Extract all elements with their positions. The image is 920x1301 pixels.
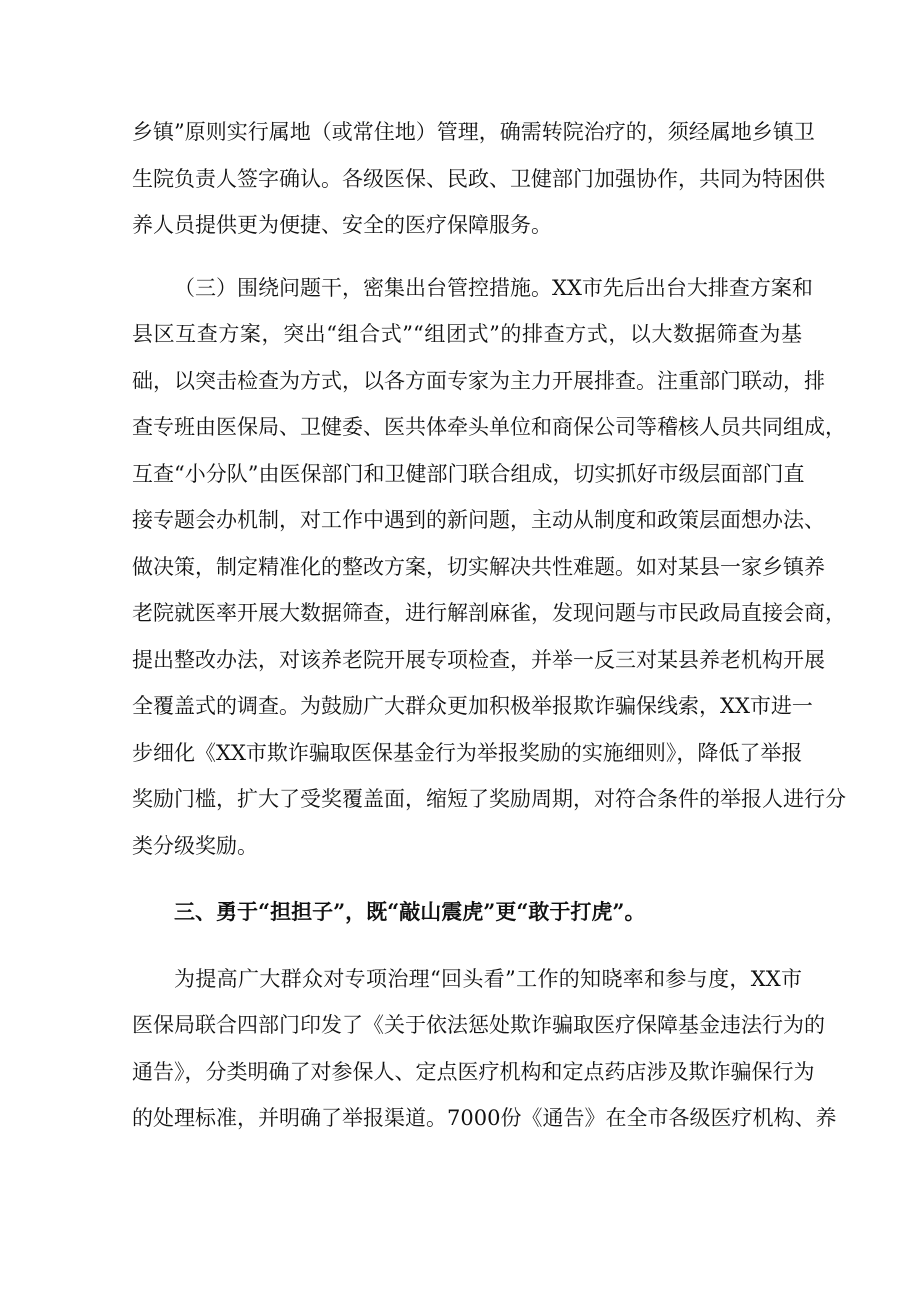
paragraph-2 <box>132 265 846 870</box>
text-line: （三）围绕问题干，密集出台管控措施。XX市先后出台大排查方案和 <box>174 275 813 300</box>
paragraph-3 <box>132 956 837 1142</box>
paragraph-gap <box>132 869 802 889</box>
text-line: 生院负责人签字确认。各级医保、民政、卫健部门加强协作，共同为特困供 <box>132 166 825 191</box>
text-line: 奖励门槛，扩大了受奖覆盖面，缩短了奖励周期，对符合条件的举报人进行分 <box>132 787 846 811</box>
text-line: 提出整改办法，对该养老院开展专项检查，并举一反三对某县养老机构开展 <box>132 647 825 672</box>
paragraph-1 <box>132 109 825 249</box>
text-line: 为提高广大群众对专项治理“回头看”工作的知晓率和参与度，XX市 <box>174 966 802 991</box>
text-line: 通告》，分类明确了对参保人、定点医疗机构和定点药店涉及欺诈骗保行为 <box>132 1059 815 1084</box>
text-line: 的处理标准，并明确了举报渠道。7000份《通告》在全市各级医疗机构、养 <box>132 1106 837 1130</box>
paragraph-gap <box>132 936 802 956</box>
text-line: 全覆盖式的调查。为鼓励广大群众更加积极举报欺诈骗保线索，XX市进一 <box>132 694 813 718</box>
text-line: 础，以突击检查为方式，以各方面专家为主力开展排查。注重部门联动，排 <box>132 368 825 393</box>
text-line: 做决策，制定精准化的整改方案，切实解决共性难题。如对某县一家乡镇养 <box>132 554 825 579</box>
text-line: 互查“小分队”由医保部门和卫健部门联合组成，切实抓好市级层面部门直 <box>132 461 805 486</box>
text-line: 老院就医率开展大数据筛查，进行解剖麻雀，发现问题与市民政局直接会商， <box>132 601 846 625</box>
text-line: 医保局联合四部门印发了《关于依法惩处欺诈骗取医疗保障基金违法行为的 <box>132 1013 825 1037</box>
text-line: 查专班由医保局、卫健委、医共体牵头单位和商保公司等稽核人员共同组成， <box>132 415 846 439</box>
document-page <box>132 109 846 1142</box>
text-line: 乡镇”原则实行属地（或常住地）管理，确需转院治疗的，须经属地乡镇卫 <box>132 120 815 144</box>
text-line: 接专题会办机制，对工作中遇到的新问题，主动从制度和政策层面想办法、 <box>132 508 825 532</box>
text-line: 县区互查方案，突出“组合式”“组团式”的排查方式，以大数据筛查为基 <box>132 322 802 346</box>
text-line: 养人员提供更为便捷、安全的医疗保障服务。 <box>132 213 552 237</box>
text-line: 步细化《XX市欺诈骗取医保基金行为举报奖励的实施细则》，降低了举报 <box>132 740 803 765</box>
paragraph-gap <box>132 249 802 265</box>
section-heading: 三、勇于“担担子”，既“敲山震虎”更“敢于打虎”。 <box>174 899 646 924</box>
text-line: 类分级奖励。 <box>132 833 258 858</box>
